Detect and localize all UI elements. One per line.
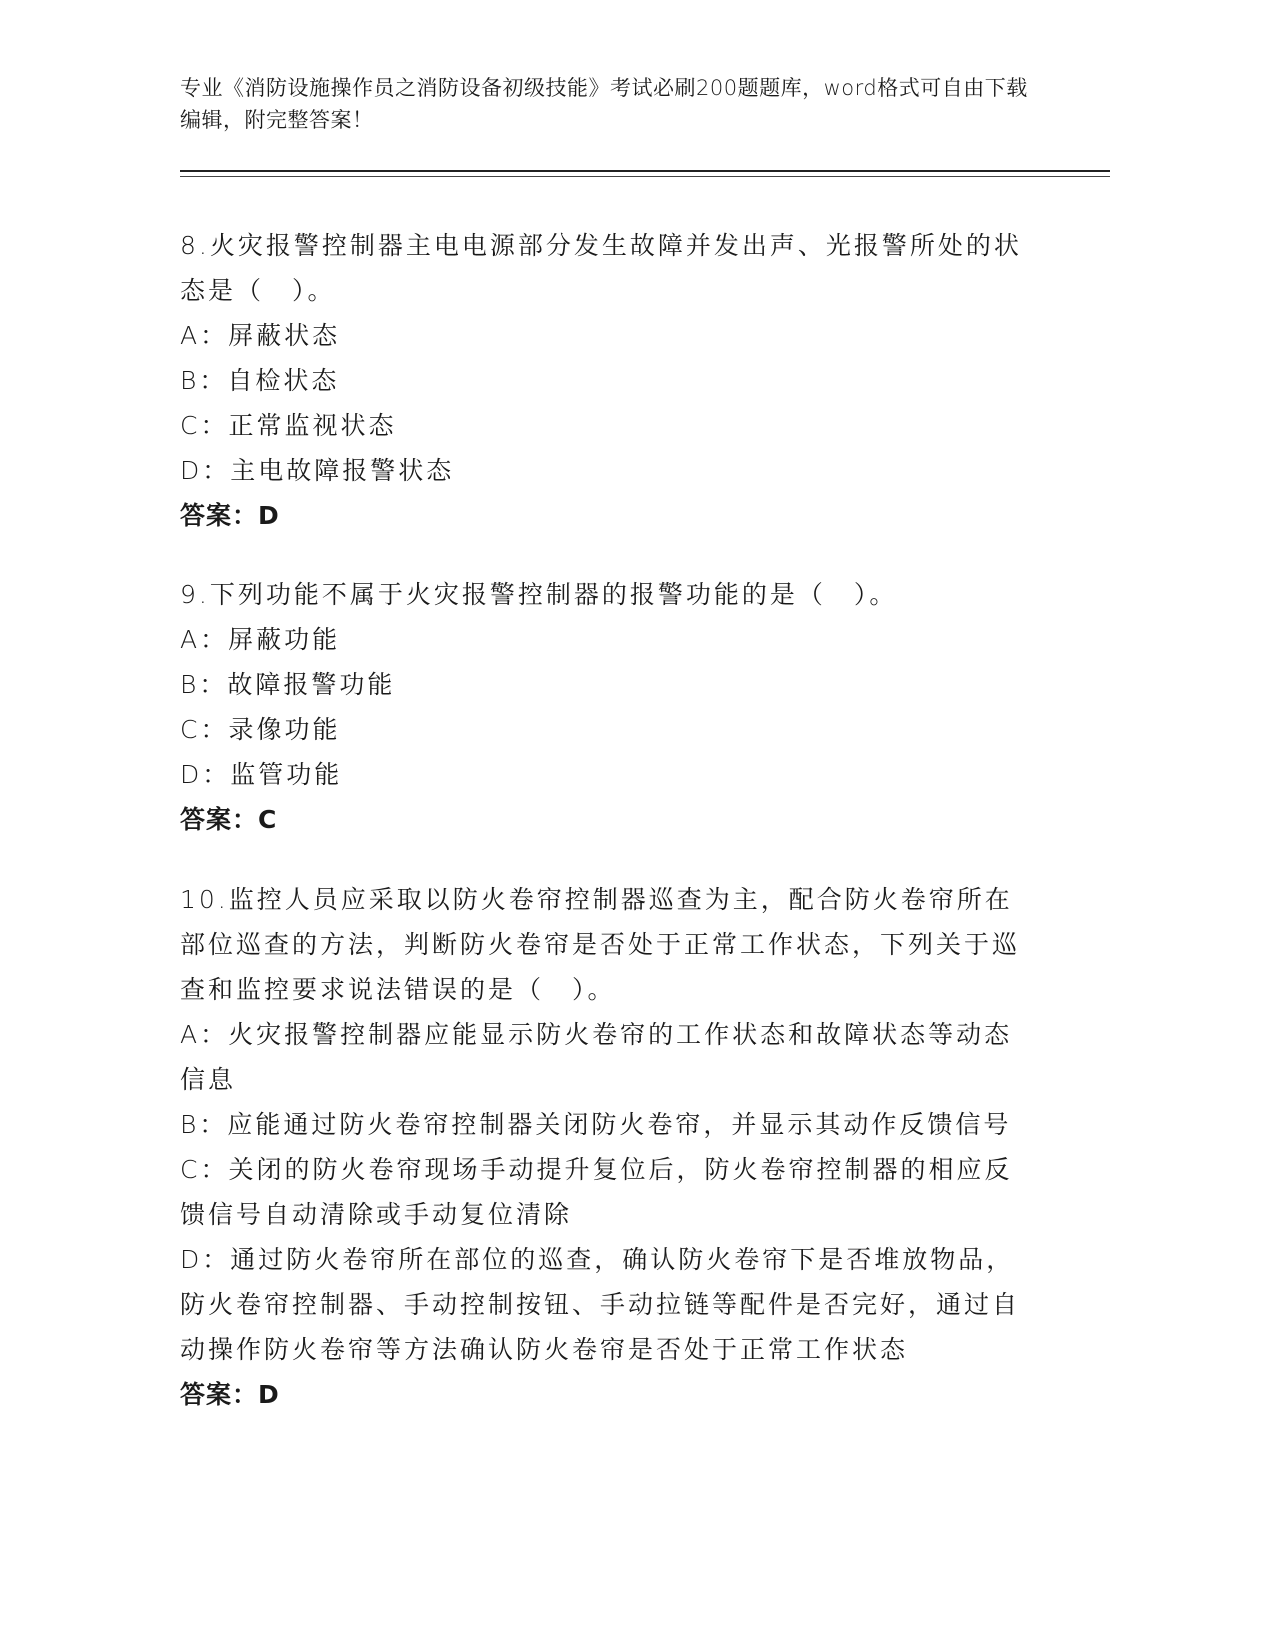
answer: 答案：D [180, 1380, 280, 1409]
answer: 答案：C [180, 805, 278, 834]
question-10 [180, 877, 1040, 1417]
question-stem: 9.下列功能不属于火灾报警控制器的报警功能的是（ ）。 [180, 580, 898, 609]
option-a: A：火灾报警控制器应能显示防火卷帘的工作状态和故障状态等动态信息 [180, 1020, 1013, 1094]
question-stem: 8.火灾报警控制器主电电源部分发生故障并发出声、光报警所处的状态是（ ）。 [180, 231, 1022, 305]
document-header: 专业《消防设施操作员之消防设备初级技能》考试必刷200题题库，word格式可自由下载编辑，附完整答案！ [180, 76, 1028, 132]
option-b: B：应能通过防火卷帘控制器关闭防火卷帘，并显示其动作反馈信号 [180, 1110, 1012, 1139]
option-b: B：故障报警功能 [180, 670, 396, 699]
question-8 [180, 223, 1040, 538]
option-b: B：自检状态 [180, 366, 340, 395]
option-c: C：录像功能 [180, 715, 341, 744]
question-9 [180, 572, 1040, 842]
question-stem: 10.监控人员应采取以防火卷帘控制器巡查为主，配合防火卷帘所在部位巡查的方法，判断防火卷帘是否处于正常工作状态，下列关于巡查和监控要求说法错误的是（ ）。 [180, 885, 1021, 1004]
header-divider-thin [180, 176, 1110, 177]
header-divider-thick [180, 170, 1110, 172]
option-d: D：主电故障报警状态 [180, 456, 455, 485]
option-d: D：监管功能 [180, 760, 343, 789]
option-a: A：屏蔽功能 [180, 625, 341, 654]
answer: 答案：D [180, 501, 280, 530]
option-a: A：屏蔽状态 [180, 321, 341, 350]
option-c: C：关闭的防火卷帘现场手动提升复位后，防火卷帘控制器的相应反馈信号自动清除或手动复位清除 [180, 1155, 1013, 1229]
option-d: D：通过防火卷帘所在部位的巡查，确认防火卷帘下是否堆放物品，防火卷帘控制器、手动控制按钮、手动拉链等配件是否完好，通过自动操作防火卷帘等方法确认防火卷帘是否处于正常工作状态 [180, 1245, 1021, 1364]
option-c: C：正常监视状态 [180, 411, 397, 440]
